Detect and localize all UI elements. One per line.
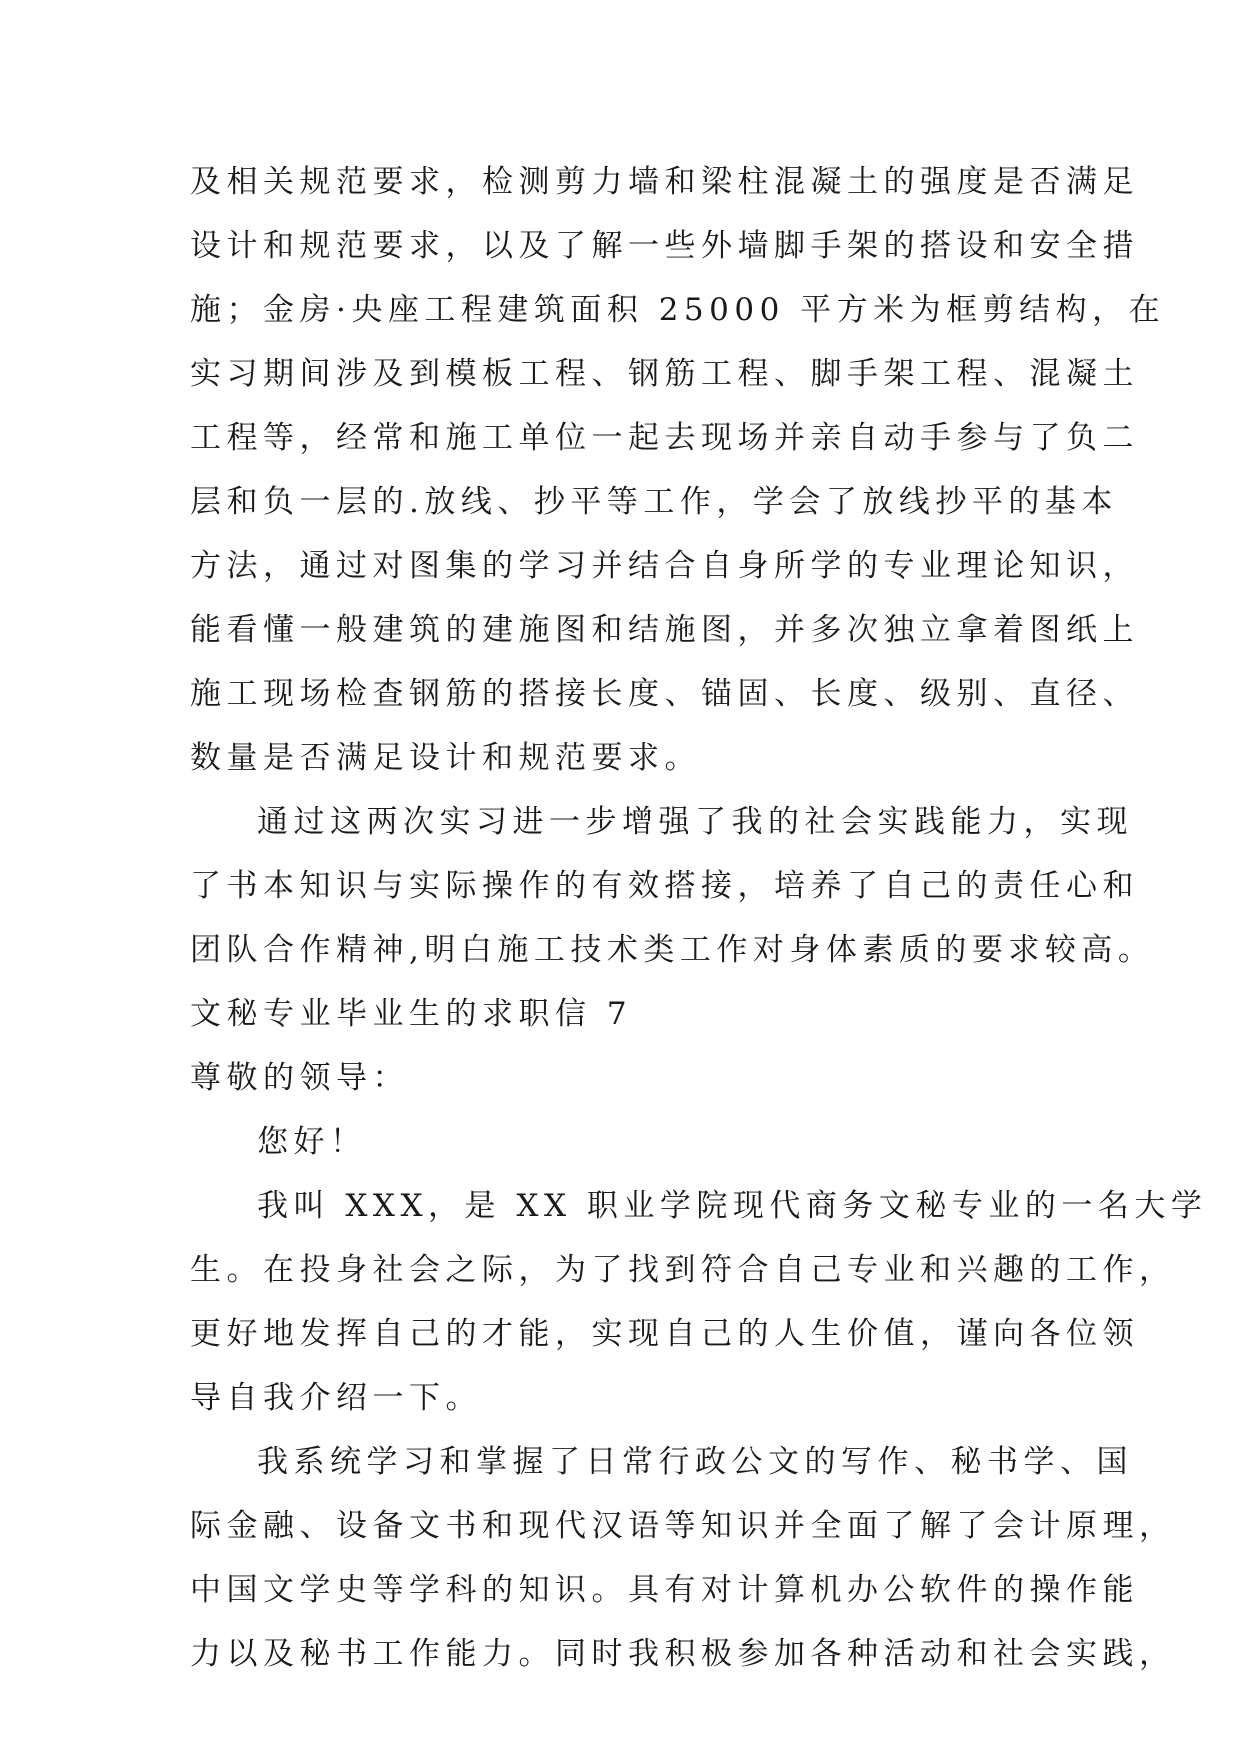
text-line: 了书本知识与实际操作的有效搭接，培养了自己的责任心和 (190, 868, 1139, 904)
text-line: 导自我介绍一下。 (190, 1380, 482, 1416)
text-line: 方法，通过对图集的学习并结合自身所学的专业理论知识， (190, 548, 1139, 584)
text-line: 生。在投身社会之际，为了找到符合自己专业和兴趣的工作， (190, 1252, 1176, 1288)
section-heading: 文秘专业毕业生的求职信 7 (190, 996, 633, 1032)
text-line: 层和负一层的.放线、抄平等工作，学会了放线抄平的基本 (190, 484, 1118, 520)
text-line: 工程等，经常和施工单位一起去现场并亲自动手参与了负二 (190, 420, 1139, 456)
text-line: 施工现场检查钢筋的搭接长度、锚固、长度、级别、直径、 (190, 676, 1139, 712)
text-line: 实习期间涉及到模板工程、钢筋工程、脚手架工程、混凝土 (190, 356, 1139, 392)
text-line: 数量是否满足设计和规范要求。 (190, 740, 701, 776)
text-line: 团队合作精神,明白施工技术类工作对身体素质的要求较高。 (190, 932, 1155, 968)
salutation: 尊敬的领导： (190, 1060, 409, 1096)
text-line: 中国文学史等学科的知识。具有对计算机办公软件的操作能 (190, 1572, 1139, 1608)
text-line: 设计和规范要求，以及了解一些外墙脚手架的搭设和安全措 (190, 228, 1139, 264)
text-line: 力以及秘书工作能力。同时我积极参加各种活动和社会实践， (190, 1636, 1176, 1672)
paragraph-start-line: 我系统学习和掌握了日常行政公文的写作、秘书学、国 (257, 1444, 1133, 1480)
text-line: 更好地发挥自己的才能，实现自己的人生价值，谨向各位领 (190, 1316, 1139, 1352)
paragraph-start-line: 通过这两次实习进一步增强了我的社会实践能力，实现 (257, 804, 1133, 840)
greeting: 您好！ (257, 1124, 367, 1160)
document-body (190, 158, 1208, 1694)
text-line: 际金融、设备文书和现代汉语等知识并全面了解了会计原理， (190, 1508, 1176, 1544)
text-line: 及相关规范要求，检测剪力墙和梁柱混凝土的强度是否满足 (190, 164, 1139, 200)
paragraph-start-line: 我叫 XXX，是 XX 职业学院现代商务文秘专业的一名大学 (257, 1188, 1208, 1224)
text-line: 施；金房·央座工程建筑面积 25000 平方米为框剪结构，在 (190, 292, 1166, 328)
text-line: 能看懂一般建筑的建施图和结施图，并多次独立拿着图纸上 (190, 612, 1139, 648)
